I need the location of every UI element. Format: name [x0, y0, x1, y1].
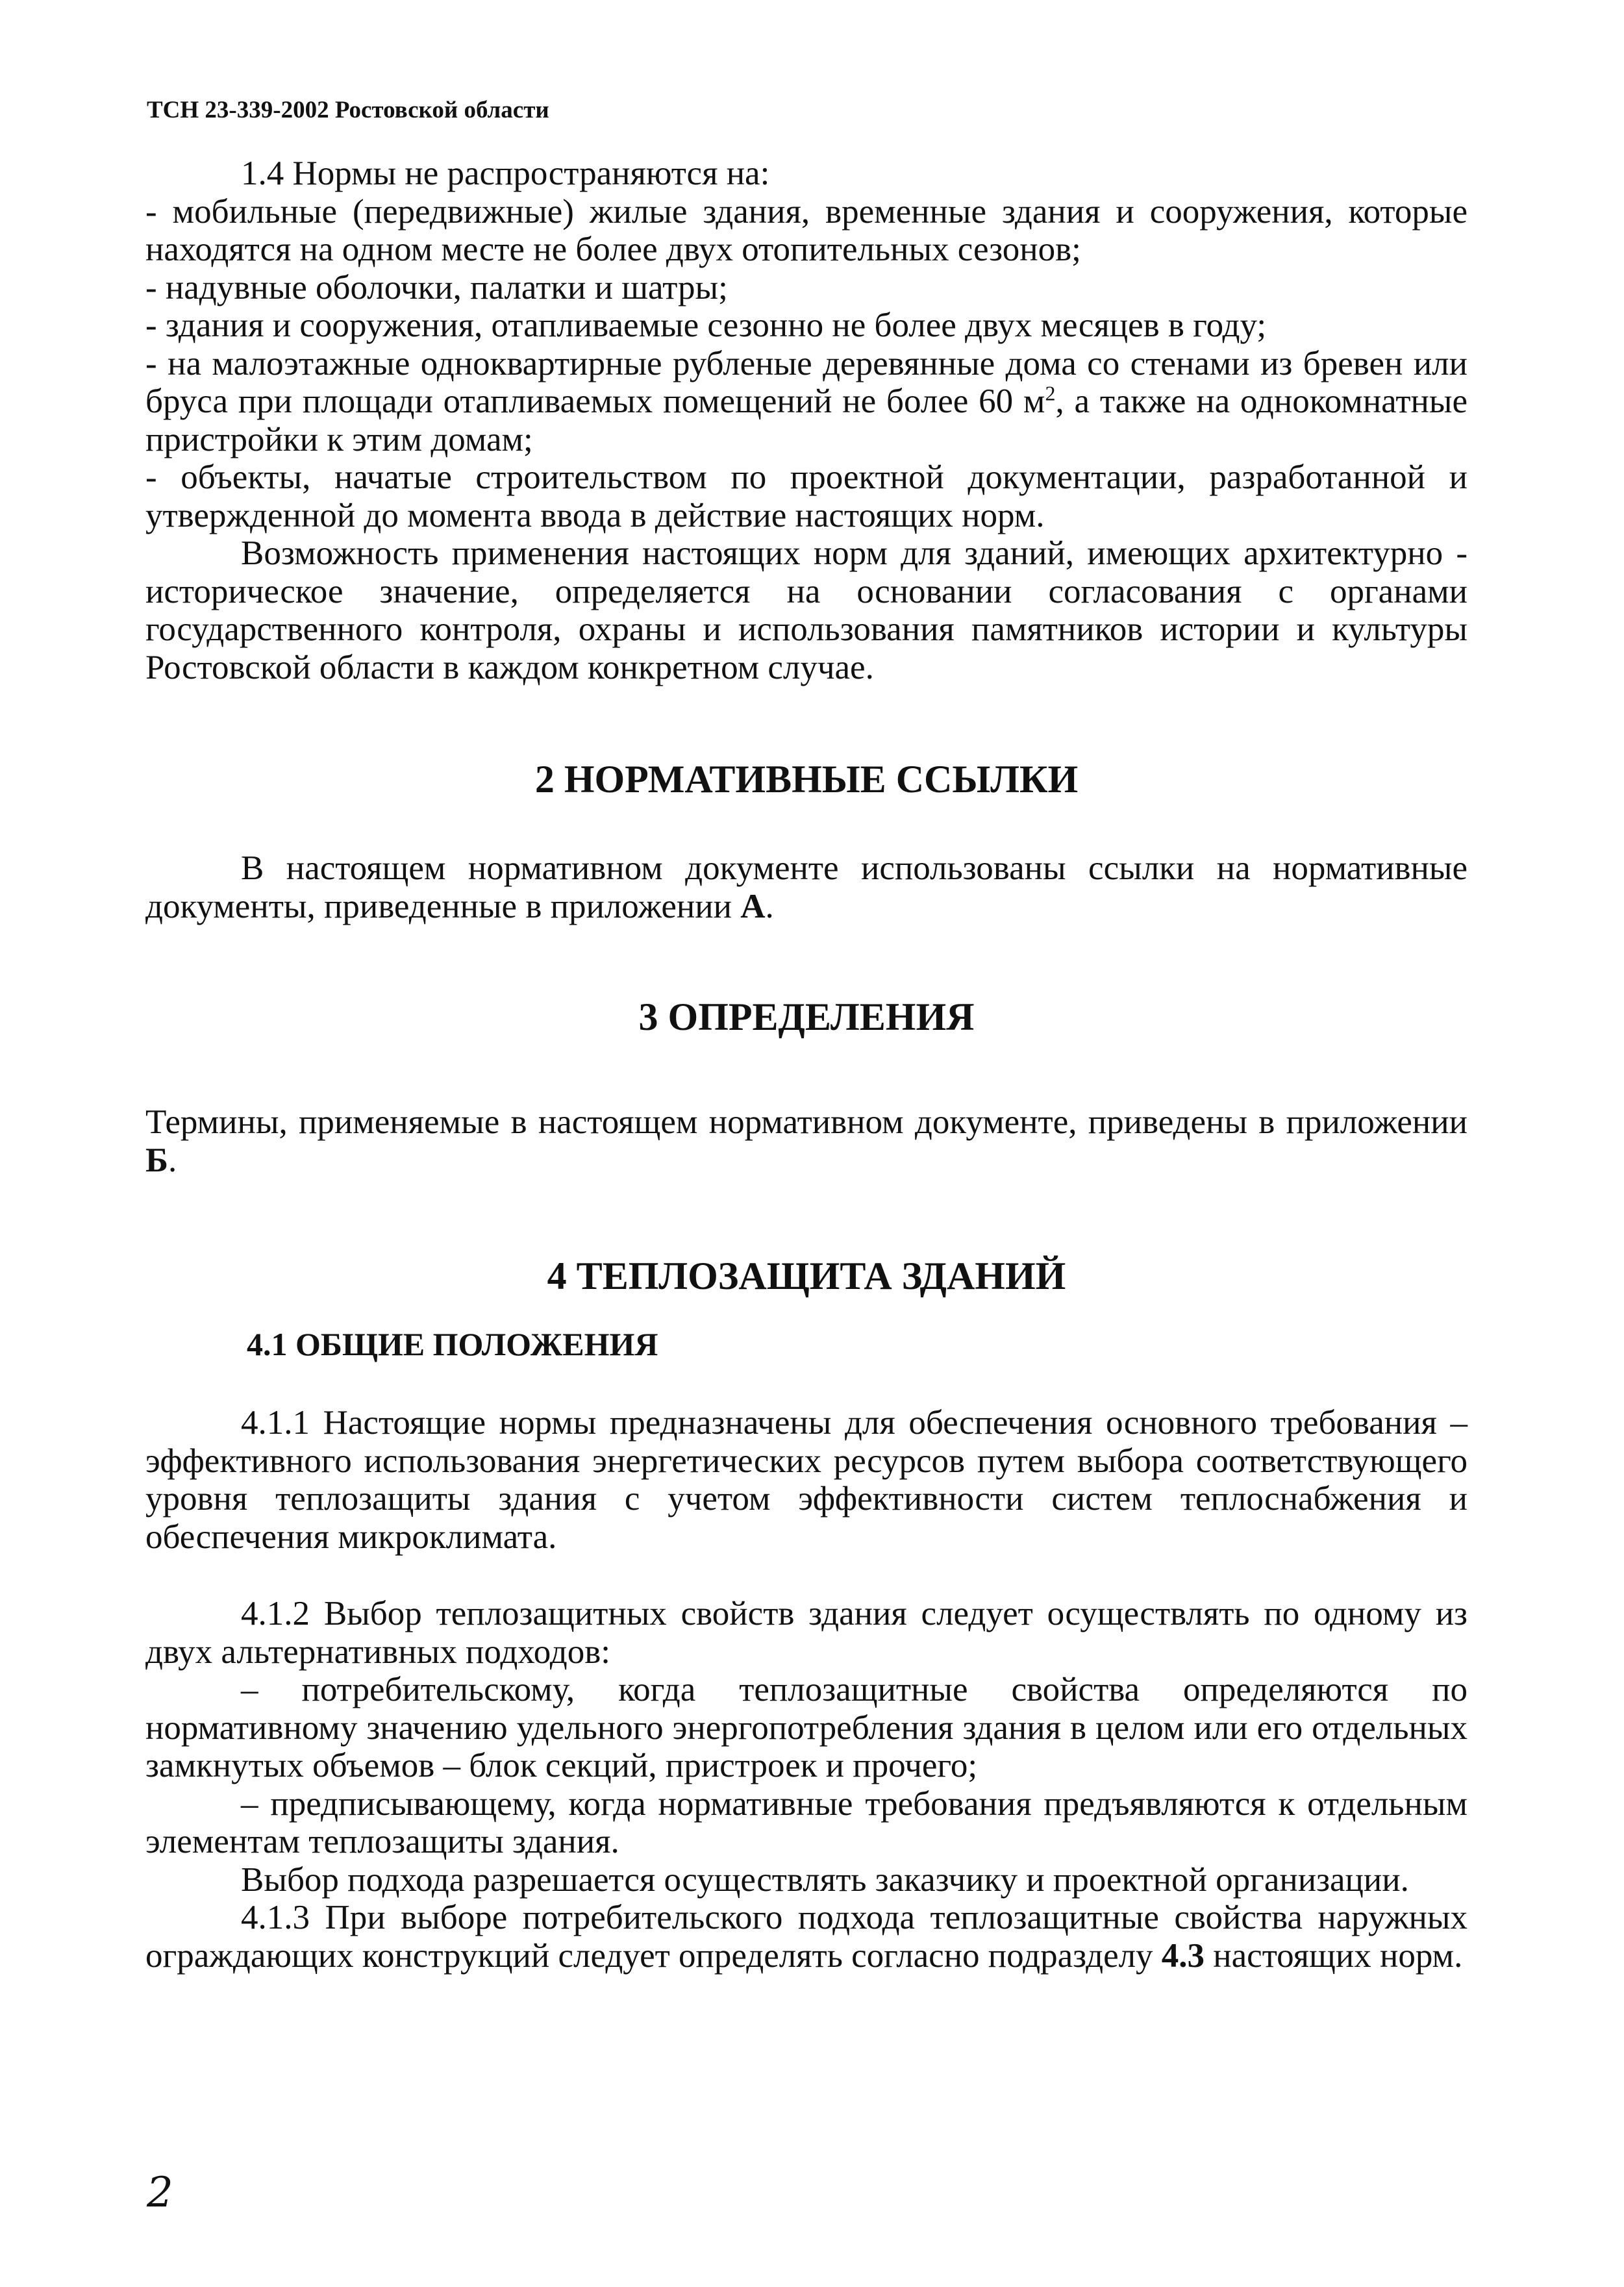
- subsection-4-1-heading: 4.1 ОБЩИЕ ПОЛОЖЕНИЯ: [247, 1326, 658, 1362]
- clause-1-4-intro: [145, 155, 1468, 193]
- clause-text: Выбор теплозащитных свойств здания следует осуществлять по одному из двух альтернативных подходов:: [145, 1595, 1468, 1671]
- paragraph-text: В настоящем нормативном документе использованы ссылки на нормативные документы, приведенные в приложении: [145, 849, 1468, 925]
- page-content: [145, 155, 1468, 1975]
- section-4-heading: 4 ТЕПЛОЗАЩИТА ЗДАНИЙ: [547, 1255, 1066, 1297]
- paragraph-text: Термины, применяемые в настоящем нормативном документе, приведены в приложении: [145, 1103, 1468, 1141]
- appendix-ref: А: [740, 887, 766, 925]
- section-2-text: [145, 849, 1468, 925]
- clause-number: 4.1.3: [241, 1899, 310, 1936]
- list-item-area: [145, 345, 1468, 459]
- clause-text: Нормы не распространяются на:: [292, 155, 770, 192]
- clause-text: настоящих норм.: [1205, 1936, 1463, 1975]
- list-item: – предписывающему, когда нормативные требования предъявляются к отдельным элементам теплозащиты здания.: [145, 1784, 1468, 1860]
- clause-number: 1.4: [241, 155, 284, 192]
- section-2-heading: 2 НОРМАТИВНЫЕ ССЫЛКИ: [534, 758, 1079, 801]
- appendix-ref: Б: [145, 1141, 169, 1179]
- section-3-heading: 3 ОПРЕДЕЛЕНИЯ: [638, 995, 975, 1038]
- list-item: - мобильные (передвижные) жилые здания, временные здания и сооружения, которые находятся на одном месте не более двух отопительных сезонов;: [145, 192, 1468, 268]
- list-item-text: - на малоэтажные одноквартирные рубленые деревянные дома со стенами из бревен или бруса при площади отапливаемых помещений не более 60 м: [145, 344, 1468, 420]
- list-item: - здания и сооружения, отапливаемые сезонно не более двух месяцев в году;: [145, 306, 1267, 344]
- list-item: – потребительскому, когда теплозащитные свойства определяются по нормативному значению удельного энергопотребления здания в целом или его отдельных замкнутых объемов – блок секций, пристроек и прочего;: [145, 1671, 1468, 1784]
- clause-4-1-2-closing: Выбор подхода разрешается осуществлять заказчику и проектной организации.: [241, 1860, 1409, 1899]
- section-3-text: [145, 1103, 1468, 1179]
- clause-1-4-closing: Возможность применения настоящих норм для зданий, имеющих архитектурно - историческое значение, определяется на основании согласования с органами государственного контроля, охраны и использования памятников истории и культуры Ростовской области в каждом конкретном случае.: [145, 534, 1468, 686]
- page-number: 2: [147, 2169, 173, 2217]
- clause-text: При выборе потребительского подхода теплозащитные свойства наружных ограждающих конструкций следует определять согласно подразделу: [145, 1899, 1468, 1975]
- list-item: - объекты, начатые строительством по проектной документации, разработанной и утвержденной до момента ввода в действие настоящих норм.: [145, 458, 1468, 534]
- superscript: 2: [1045, 381, 1056, 405]
- running-header: ТСН 23-339-2002 Ростовской области: [147, 97, 549, 123]
- clause-text: Настоящие нормы предназначены для обеспечения основного требования – эффективного использования энергетических ресурсов путем выбора соответствующего уровня теплозащиты здания с учетом эффективности систем теплоснабжения и обеспечения микроклимата.: [145, 1404, 1468, 1556]
- clause-4-1-1: [145, 1404, 1468, 1556]
- list-item-text: , а также на однокомнатные пристройки к этим домам;: [145, 382, 1468, 458]
- subsection-ref: 4.3: [1161, 1936, 1205, 1975]
- clause-4-1-2: [145, 1595, 1468, 1671]
- clause-number: 4.1.2: [241, 1595, 310, 1632]
- paragraph-text: .: [168, 1141, 177, 1179]
- paragraph-text: .: [765, 887, 774, 925]
- clause-4-1-3: [145, 1899, 1468, 1975]
- list-item: - надувные оболочки, палатки и шатры;: [145, 268, 728, 306]
- clause-number: 4.1.1: [241, 1404, 310, 1442]
